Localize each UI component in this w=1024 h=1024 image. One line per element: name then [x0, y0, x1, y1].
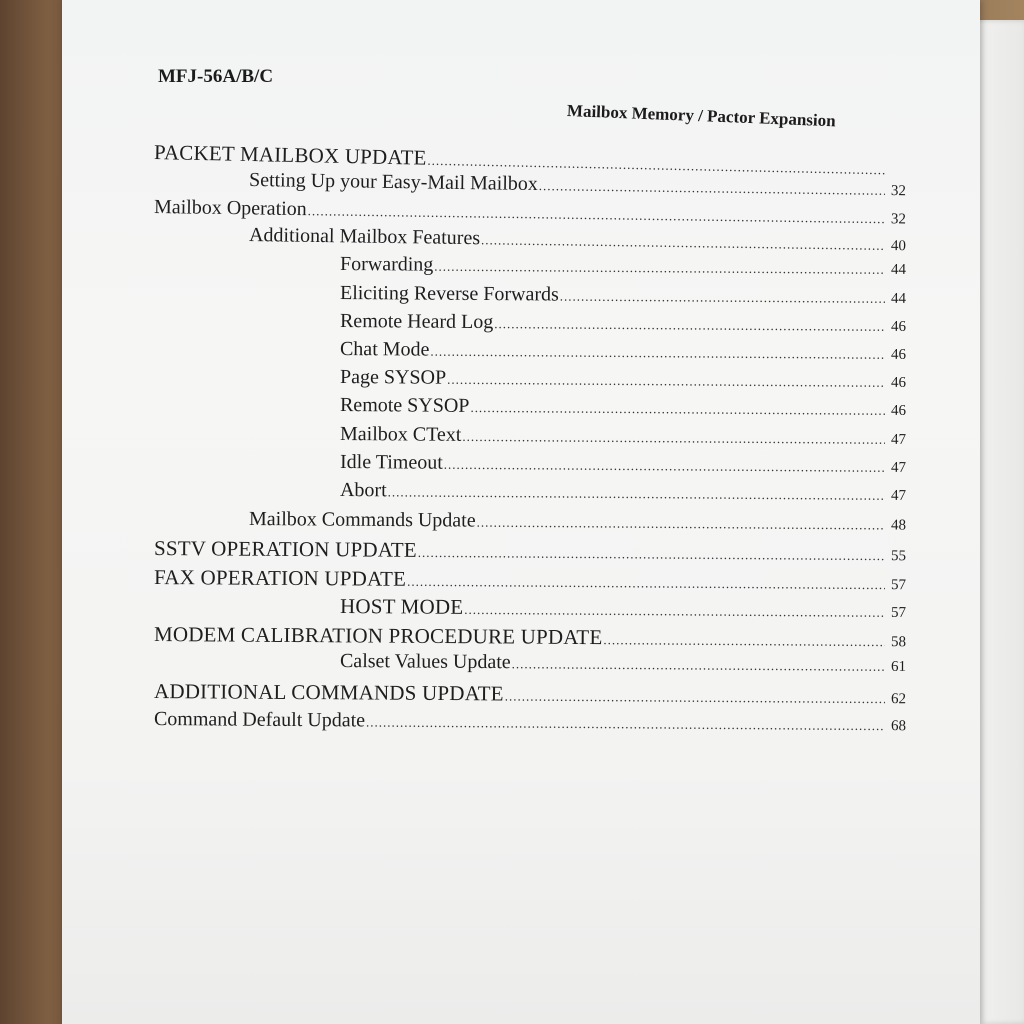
toc-entry	[340, 366, 906, 396]
toc-entry-page: 61	[890, 658, 907, 675]
toc-leader-dots	[560, 289, 885, 307]
toc-entry-title: Remote SYSOP	[339, 394, 470, 417]
toc-entry	[154, 565, 906, 596]
toc-entry	[154, 622, 906, 653]
toc-entry	[340, 282, 906, 312]
toc-leader-dots	[418, 545, 885, 564]
toc-entry-page: 48	[890, 517, 907, 534]
toc-leader-dots	[494, 316, 885, 335]
toc-leader-dots	[512, 656, 885, 675]
toc-entry-title: ADDITIONAL COMMANDS UPDATE	[153, 679, 504, 706]
toc-leader-dots	[366, 714, 885, 734]
toc-leader-dots	[308, 203, 885, 227]
toc-entry-page: 57	[890, 577, 907, 594]
toc-entry-page: 57	[890, 604, 907, 621]
toc-entry-page: 68	[890, 718, 907, 735]
toc-entry	[340, 650, 906, 680]
toc-entry-page: 47	[890, 431, 907, 448]
toc-entry	[249, 508, 906, 539]
toc-leader-dots	[470, 400, 885, 419]
toc-entry-page: 32	[890, 211, 907, 228]
toc-leader-dots	[447, 372, 885, 391]
header-model: MFJ-56A/B/C	[158, 66, 274, 87]
toc-entry	[340, 394, 906, 424]
toc-entry-page: 58	[890, 634, 907, 651]
toc-entry	[340, 338, 906, 368]
toc-entry-title: Remote Heard Log	[339, 310, 494, 334]
toc-entry-page: 44	[890, 261, 907, 278]
toc-entry-title: Page SYSOP	[339, 366, 447, 389]
toc-entry-page: 55	[890, 548, 907, 565]
toc-leader-dots	[434, 259, 885, 278]
toc-entry	[340, 451, 906, 481]
toc-entry	[340, 310, 906, 340]
toc-leader-dots	[430, 344, 885, 363]
toc-entry-title: MODEM CALIBRATION PROCEDURE UPDATE	[153, 622, 603, 650]
header-section-title: Mailbox Memory / Pactor Expansion	[566, 101, 837, 131]
toc-entry	[340, 594, 906, 624]
toc-entry-title: SSTV OPERATION UPDATE	[153, 536, 417, 562]
toc-entry-title: Calset Values Update	[339, 650, 511, 674]
toc-entry-title: Setting Up your Easy-Mail Mailbox	[248, 169, 539, 196]
toc-entry-page: 40	[890, 237, 907, 255]
toc-entry-page: 32	[890, 182, 907, 200]
toc-entry-title: Abort	[339, 479, 387, 502]
toc-leader-dots	[464, 602, 885, 621]
toc-entry-title: Eliciting Reverse Forwards	[339, 282, 559, 306]
toc-entry-title: Mailbox Operation	[153, 196, 307, 221]
toc-entry-page: 47	[890, 459, 907, 476]
toc-entry-title: Command Default Update	[153, 708, 366, 732]
toc-leader-dots	[388, 484, 885, 503]
toc-entry-title: Forwarding	[339, 253, 434, 276]
toc-entry-title: FAX OPERATION UPDATE	[153, 565, 407, 591]
toc-entry-title: Chat Mode	[339, 338, 430, 361]
toc-leader-dots	[539, 178, 885, 199]
toc-entry-title: Mailbox Commands Update	[248, 508, 476, 532]
toc-entry	[340, 253, 906, 283]
toc-leader-dots	[477, 515, 885, 534]
toc-leader-dots	[407, 574, 885, 593]
toc-entry-page: 46	[890, 346, 907, 363]
toc-entry	[154, 679, 906, 710]
toc-entry	[154, 708, 906, 739]
toc-entry-page: 46	[890, 318, 907, 335]
toc-entry-title: PACKET MAILBOX UPDATE	[153, 140, 427, 170]
toc-entry	[340, 479, 906, 509]
toc-leader-dots	[481, 232, 885, 254]
toc-leader-dots	[505, 688, 885, 707]
toc-leader-dots	[603, 632, 885, 650]
toc-entry-page: 47	[890, 487, 907, 504]
toc-entry-title: HOST MODE	[339, 594, 464, 619]
toc-entry-page: 46	[890, 374, 907, 391]
toc-entry-page: 44	[890, 290, 907, 307]
toc-entry-page: 62	[890, 691, 907, 708]
toc-entry-title: Mailbox CText	[339, 423, 462, 446]
toc-entry	[154, 536, 906, 567]
toc-entry-page: 46	[890, 402, 907, 419]
toc-entry	[340, 423, 906, 453]
toc-entry-title: Additional Mailbox Features	[248, 224, 481, 250]
toc-leader-dots	[444, 457, 885, 476]
toc-entry-title: Idle Timeout	[339, 451, 443, 474]
toc-leader-dots	[462, 429, 885, 448]
